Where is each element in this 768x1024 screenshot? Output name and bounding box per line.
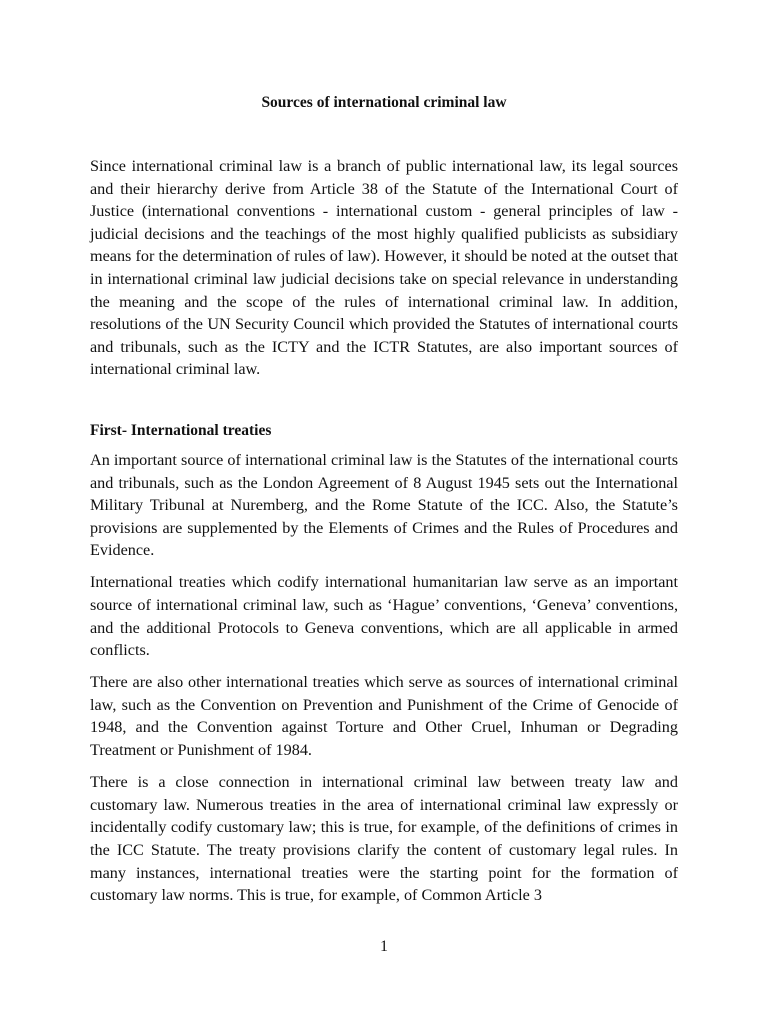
paragraph-treaty-customary-law: There is a close connection in international criminal law between treaty law and customary law. Numerous treaties in the area of international criminal law expressly or incidentally codify customary law; this is true, for example, of the definitions of crimes in the ICC Statute. The treaty provisions clarify the content of customary legal rules. In many instances, international treaties were the starting point for the formation of customary law norms. This is true, for example, of Common Article 3 xyxy=(90,773,678,905)
paragraph-statutes: An important source of international criminal law is the Statutes of the international courts and tribunals, such as the London Agreement of 8 August 1945 sets out the International Military Tribunal at Nuremberg, and the Rome Statute of the ICC. Also, the Statute’s provisions are supplemented by the Elements of Crimes and the Rules of Procedures and Evidence. xyxy=(90,450,678,560)
document-title: Sources of international criminal law xyxy=(261,94,507,111)
intro-paragraph: Since international criminal law is a branch of public international law, its legal sources and their hierarchy derive from Article 38 of the Statute of the International Court of Justice (international conventions - international custom - general principles of law - judicial decisions and the teachings of the most highly qualified publicists as subsidiary means for the determination of rules of law). However, it should be noted at the outset that in international criminal law judicial decisions take on special relevance in understanding the meaning and the scope of the rules of international criminal law. In addition, resolutions of the UN Security Council which provided the Statutes of international courts and tribunals, such as the ICTY and the ICTR Statutes, are also important sources of international criminal law. xyxy=(90,157,678,379)
page-number: 1 xyxy=(380,938,388,955)
section-heading: First- International treaties xyxy=(90,421,272,439)
page-content xyxy=(90,92,678,907)
paragraph-humanitarian-treaties: International treaties which codify international humanitarian law serve as an important source of international criminal law, such as ‘Hague’ conventions, ‘Geneva’ conventions, and the additional Protocols to Geneva conventions, which are all applicable in armed conflicts. xyxy=(90,573,678,660)
paragraph-other-treaties: There are also other international treaties which serve as sources of international criminal law, such as the Convention on Prevention and Punishment of the Crime of Genocide of 1948, and the Convention against Torture and Other Cruel, Inhuman or Degrading Treatment or Punishment of 1984. xyxy=(90,673,678,760)
